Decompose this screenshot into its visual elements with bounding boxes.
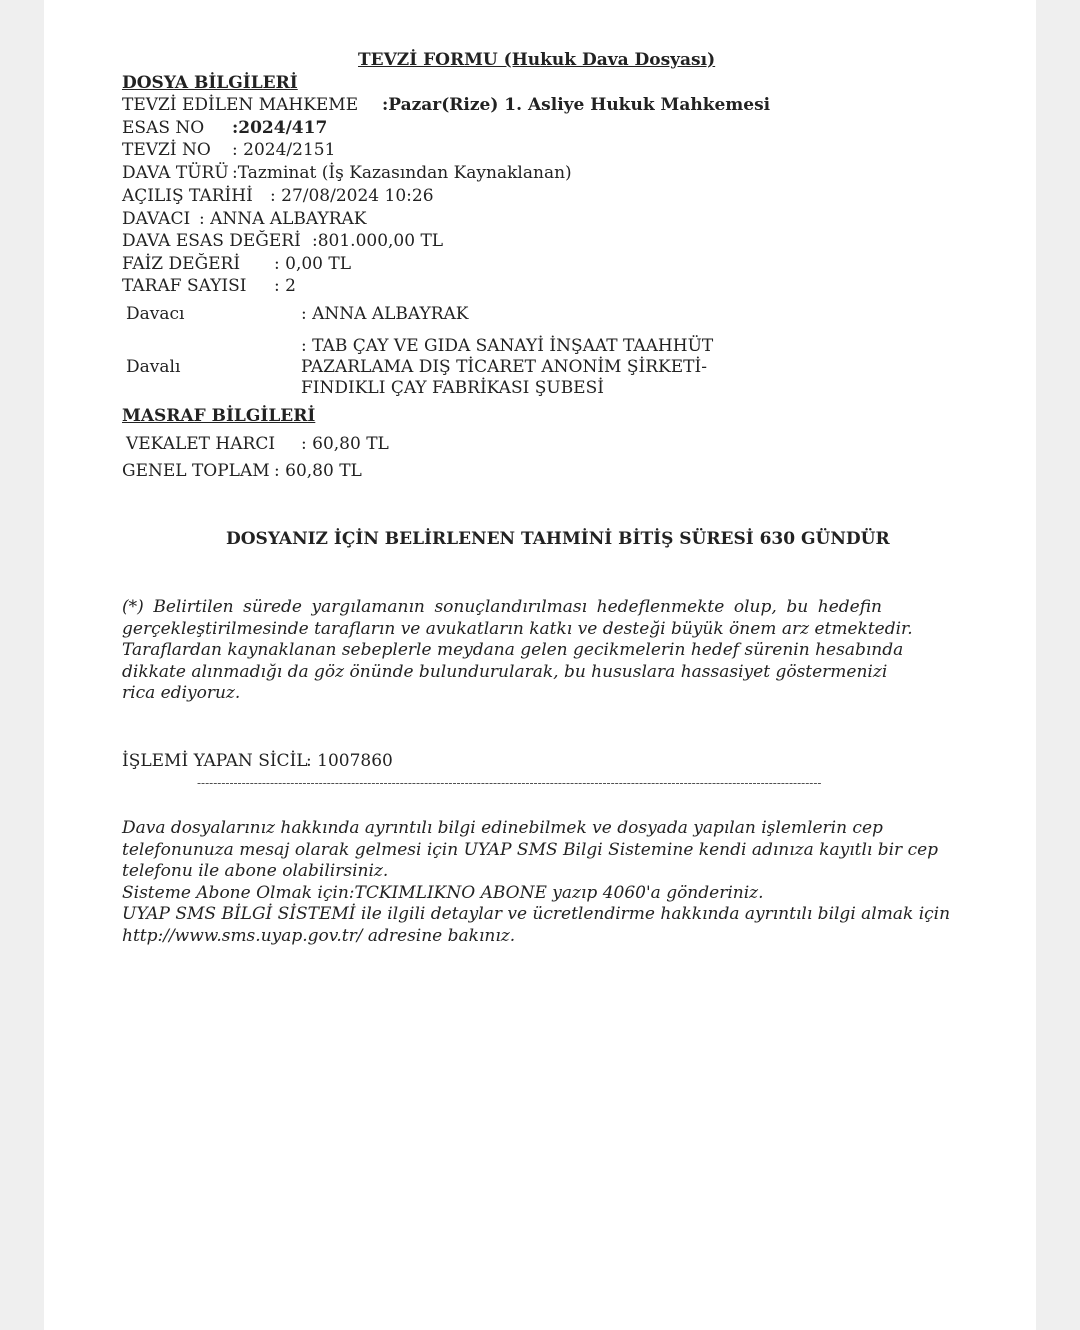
taraf-davali-line: : TAB ÇAY VE GIDA SANAYİ İNŞAAT TAAHHÜT <box>301 336 714 356</box>
genel-toplam-value: : 60,80 TL <box>274 461 362 481</box>
sms-line: Sisteme Abone Olmak için:TCKIMLIKNO ABONE yazıp 4060'a gönderiniz. <box>122 882 764 903</box>
tevzi-no-label: TEVZİ NO <box>122 140 211 160</box>
mahkeme-value: :Pazar(Rize) 1. Asliye Hukuk Mahkemesi <box>382 95 771 115</box>
taraf-davali-label: Davalı <box>126 357 181 377</box>
sicil-label: İŞLEMİ YAPAN SİCİL <box>122 751 308 771</box>
acilis-tarihi-value: : 27/08/2024 10:26 <box>270 186 434 206</box>
mahkeme-label: TEVZİ EDİLEN MAHKEME <box>122 95 359 115</box>
taraf-davaci-value: : ANNA ALBAYRAK <box>301 304 469 324</box>
separator-line: ---------------------------------------------------------------------------------------------------------------------------------------------------------- <box>197 776 822 790</box>
form-title: TEVZİ FORMU (Hukuk Dava Dosyası) <box>358 50 716 70</box>
sicil-value: : 1007860 <box>306 751 393 771</box>
note-line: Taraflardan kaynaklanan sebeplerle meydana gelen gecikmelerin hedef sürenin hesabında <box>122 640 904 660</box>
sms-line: http://www.sms.uyap.gov.tr/ adresine bakınız. <box>122 925 516 946</box>
sms-line: UYAP SMS BİLGİ SİSTEMİ ile ilgili detaylar ve ücretlendirme hakkında ayrıntılı bilgi almak için <box>122 904 951 924</box>
note-line: rica ediyoruz. <box>122 683 241 703</box>
taraf-davali-line: FINDIKLI ÇAY FABRİKASI ŞUBESİ <box>301 378 604 398</box>
dava-turu-value: :Tazminat (İş Kazasından Kaynaklanan) <box>232 163 572 183</box>
esas-no-label: ESAS NO <box>122 118 205 138</box>
document-page <box>44 0 1036 1330</box>
faiz-degeri-value: : 0,00 TL <box>274 254 352 274</box>
sms-line: Dava dosyalarınız hakkında ayrıntılı bilgi edinebilmek ve dosyada yapılan işlemlerin cep <box>122 818 883 838</box>
taraf-sayisi-label: TARAF SAYISI <box>122 276 247 296</box>
dosya-bilgileri-heading: DOSYA BİLGİLERİ <box>122 73 298 93</box>
esas-no-value: :2024/417 <box>232 118 328 138</box>
dava-turu-label: DAVA TÜRÜ <box>122 163 229 183</box>
vekalet-harci-label: VEKALET HARCI <box>126 434 276 454</box>
vekalet-harci-value: : 60,80 TL <box>301 434 389 454</box>
genel-toplam-label: GENEL TOPLAM <box>122 461 270 481</box>
dava-esas-degeri-value: :801.000,00 TL <box>312 231 444 251</box>
note-paragraph <box>122 597 913 705</box>
taraf-davali-line: PAZARLAMA DIŞ TİCARET ANONİM ŞİRKETİ- <box>301 357 707 377</box>
sms-line: telefonunuza mesaj olarak gelmesi için UYAP SMS Bilgi Sistemine kendi adınıza kayıtlı bir cep <box>122 839 939 860</box>
dava-esas-degeri-label: DAVA ESAS DEĞERİ <box>122 231 301 251</box>
taraf-sayisi-value: : 2 <box>274 276 296 296</box>
note-line: dikkate alınmadığı da göz önünde bulundurularak, bu hususlara hassasiyet göstermenizi <box>122 661 888 682</box>
bitis-suresi-notice: DOSYANIZ İÇİN BELİRLENEN TAHMİNİ BİTİŞ SÜRESİ 630 GÜNDÜR <box>226 529 890 549</box>
tevzi-no-value: : 2024/2151 <box>232 140 336 160</box>
davaci-label: DAVACI <box>122 209 191 229</box>
davaci-value: : ANNA ALBAYRAK <box>199 209 367 229</box>
taraf-davaci-label: Davacı <box>126 304 185 324</box>
acilis-tarihi-label: AÇILIŞ TARİHİ <box>122 186 253 206</box>
sms-line: telefonu ile abone olabilirsiniz. <box>122 861 389 881</box>
note-line: gerçekleştirilmesinde tarafların ve avukatların katkı ve desteği büyük önem arz etmektedir. <box>122 618 913 639</box>
sms-info-paragraph <box>122 818 951 947</box>
masraf-bilgileri-heading: MASRAF BİLGİLERİ <box>122 406 316 426</box>
faiz-degeri-label: FAİZ DEĞERİ <box>122 254 241 274</box>
note-line: (*) Belirtilen sürede yargılamanın sonuçlandırılması hedeflenmekte olup, bu hedefin <box>122 597 882 617</box>
